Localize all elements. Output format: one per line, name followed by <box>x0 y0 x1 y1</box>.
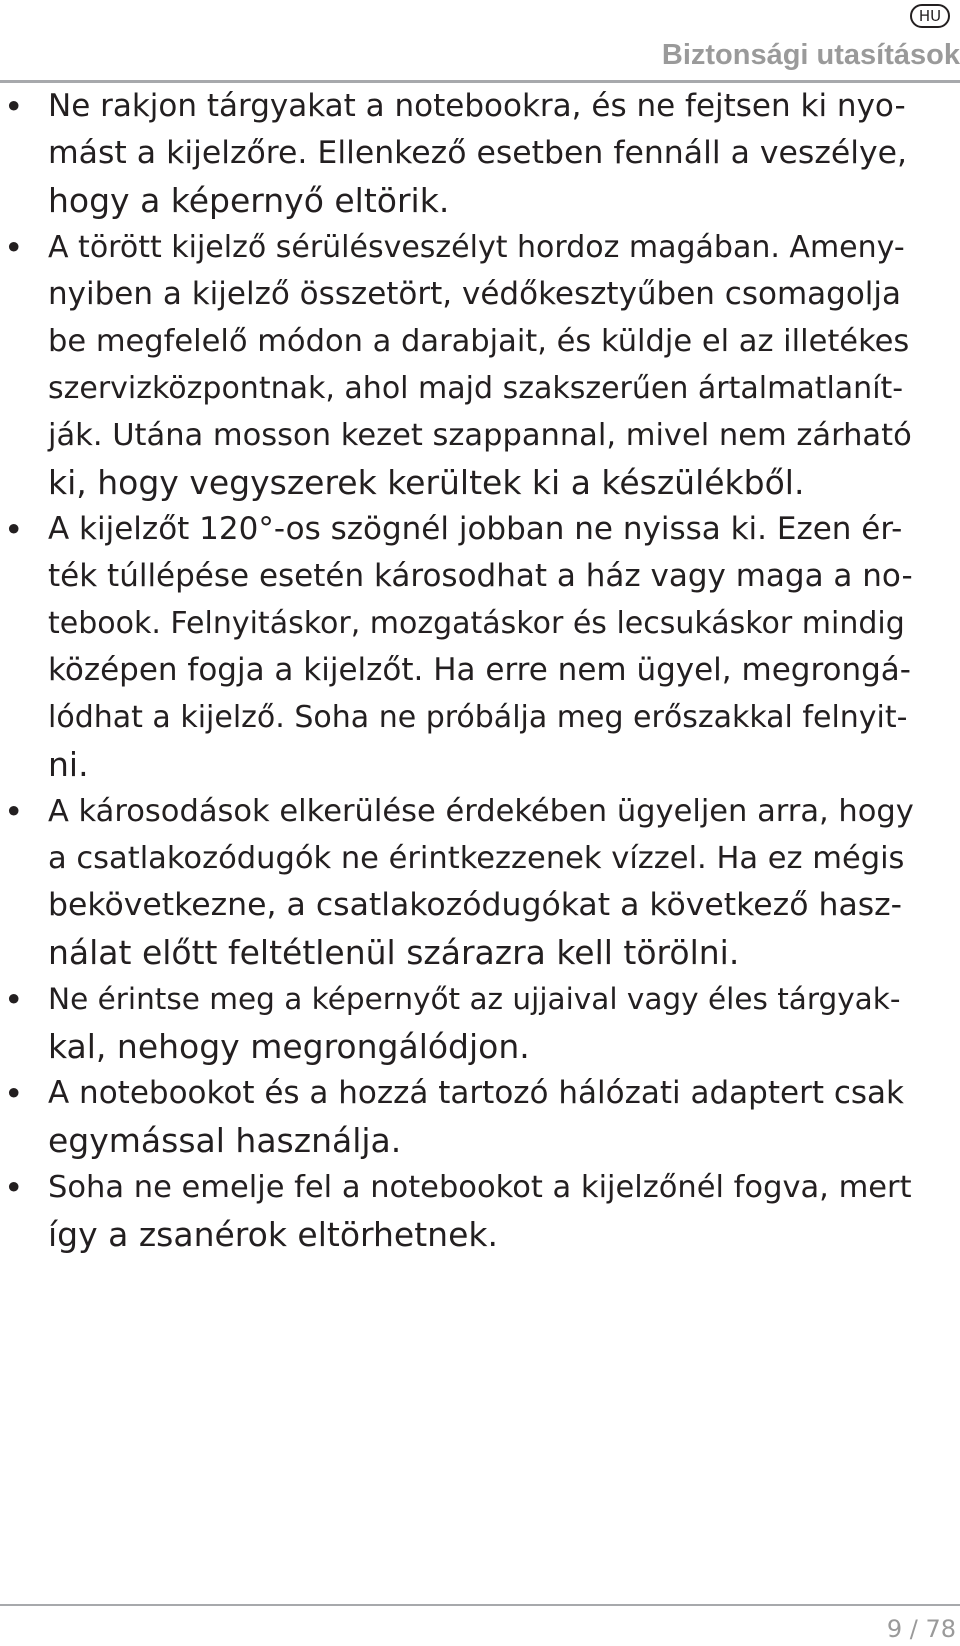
text-line: nálat előtt feltétlenül szárazra kell törölni. <box>48 933 740 972</box>
text-line: Ne érintse meg a képernyőt az ujjaival vagy éles tárgyak- <box>48 982 901 1016</box>
text-line: A törött kijelző sérülésveszélyt hordoz magában. Ameny- <box>48 230 905 265</box>
text-line: kal, nehogy megrongálódjon. <box>48 1027 530 1066</box>
text-line: szervizközpontnak, ahol majd szakszerűen ártalmatlanít- <box>48 371 904 406</box>
text-line: ni. <box>48 745 89 784</box>
list-item <box>0 1070 914 1164</box>
text-line: A kijelzőt 120°-os szögnél jobban ne nyissa ki. Ezen ér- <box>48 511 903 547</box>
text-line: Soha ne emelje fel a notebookot a kijelzőnél fogva, mert <box>48 1170 912 1205</box>
text-line: ték túllépése esetén károsodhat a ház vagy maga a no- <box>48 558 913 594</box>
text-line: hogy a képernyő eltörik. <box>48 181 450 220</box>
bullet-icon: • <box>4 87 24 126</box>
text-line: a csatlakozódugók ne érintkezzenek vízzel. Ha ez mégis <box>48 841 905 876</box>
text-line: nyiben a kijelző összetört, védőkesztyűben csomagolja <box>48 276 902 312</box>
text-line: bekövetkezne, a csatlakozódugókat a következő hasz- <box>48 887 903 923</box>
list-item <box>0 788 914 976</box>
text-line: ki, hogy vegyszerek kerültek ki a készülékből. <box>48 463 805 502</box>
text-line: A károsodások elkerülése érdekében ügyeljen arra, hogy <box>48 794 914 829</box>
list-item <box>0 976 914 1070</box>
text-line: középen fogja a kijelzőt. Ha erre nem ügyel, megrongá- <box>48 652 911 688</box>
text-line: lódhat a kijelző. Soha ne próbálja meg erőszakkal felnyit- <box>48 700 908 735</box>
section-title: Biztonsági utasítások <box>661 39 960 71</box>
text-line: Ne rakjon tárgyakat a notebookra, és ne fejtsen ki nyo- <box>48 88 906 124</box>
text-line: tebook. Felnyitáskor, mozgatáskor és lecsukáskor mindig <box>48 606 905 641</box>
list-item <box>0 506 914 788</box>
text-line: egymással használja. <box>48 1121 402 1160</box>
bullet-icon: • <box>4 1074 24 1113</box>
safety-instructions-list <box>0 83 960 1258</box>
bullet-icon: • <box>4 980 24 1019</box>
list-item <box>0 1164 914 1258</box>
text-line: ják. Utána mosson kezet szappannal, mivel nem zárható <box>48 418 912 453</box>
list-item <box>0 224 914 506</box>
bullet-icon: • <box>4 792 24 831</box>
text-line: be megfelelő módon a darabjait, és küldje el az illetékes <box>48 324 910 359</box>
bullet-icon: • <box>4 1168 24 1207</box>
language-badge: HU <box>910 4 950 28</box>
text-line: így a zsanérok eltörhetnek. <box>48 1215 498 1254</box>
page-number: 9 / 78 <box>886 1615 956 1643</box>
bullet-icon: • <box>4 228 24 267</box>
bullet-icon: • <box>4 510 24 549</box>
text-line: mást a kijelzőre. Ellenkező esetben fennáll a veszélye, <box>48 135 908 171</box>
text-line: A notebookot és a hozzá tartozó hálózati adaptert csak <box>48 1075 904 1111</box>
list-item <box>0 83 914 224</box>
footer-divider <box>0 1604 960 1606</box>
